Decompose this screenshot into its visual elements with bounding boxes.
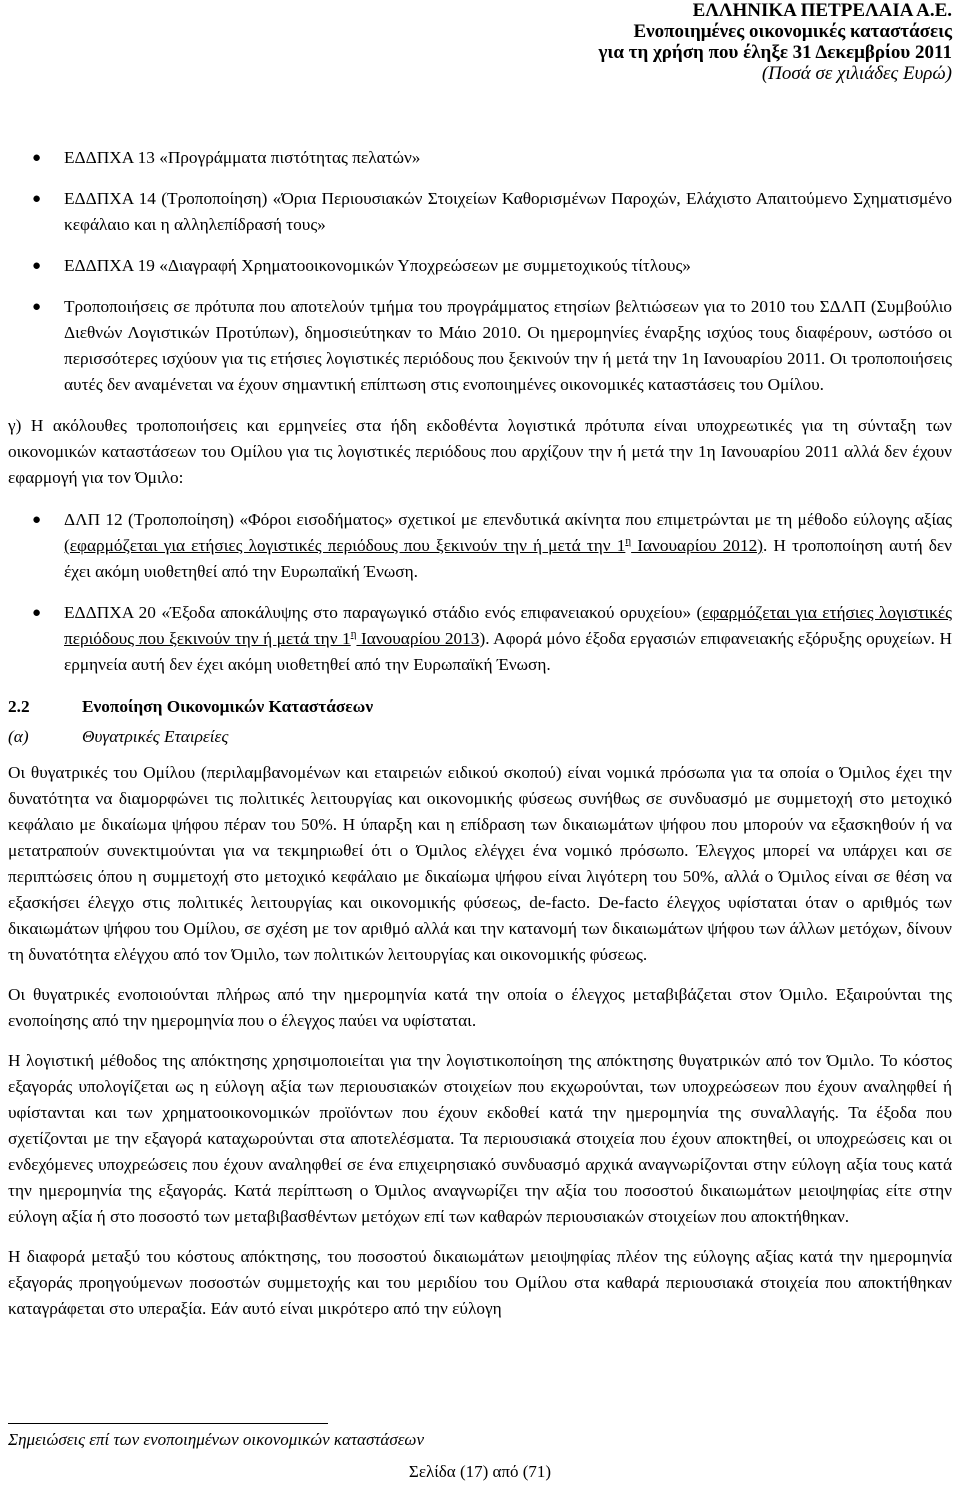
document-body xyxy=(8,145,952,1322)
list-item: ● ΕΔΔΠΧΑ 14 (Τροποποίηση) «Όρια Περιουσιακών Στοιχείων Καθορισμένων Παροχών, Ελάχιστο Απαιτούμενο Σχηματισμένο κεφάλαιο και η αλληλεπίδρασή τους» xyxy=(8,186,952,238)
page-number: Σελίδα (17) από (71) xyxy=(408,1462,552,1481)
subsection-title: Θυγατρικές Εταιρείες xyxy=(82,727,229,746)
footer-note: Σημειώσεις επί των ενοποιημένων οικονομικών καταστάσεων xyxy=(8,1430,424,1449)
paragraph: Οι θυγατρικές ενοποιούνται πλήρως από την ημερομηνία κατά την οποία ο έλεγχος μεταβιβάζεται στον Όμιλο. Εξαιρούνται της ενοποίησης από την ημερομηνία που ο έλεγχος παύει να υφίσταται. xyxy=(8,985,952,1030)
footer-divider xyxy=(8,1423,328,1424)
bullet-icon: ● xyxy=(32,150,42,166)
list-item: ● ΔΛΠ 12 (Τροποποίηση) «Φόροι εισοδήματος» σχετικοί με επενδυτικά ακίνητα που επιμετρώνται με τη μέθοδο εύλογης αξίας (εφαρμόζεται για ετήσιες λογιστικές περιόδους που ξεκινούν την ή μετά την $1^\eta$ Ιανουαρίου 2012). Η τροποποίηση αυτή δεν έχει ακόμη υιοθετηθεί από την Ευρωπαϊκή Ένωση. xyxy=(8,507,952,585)
currency-units: (Ποσά σε χιλιάδες Ευρώ) xyxy=(761,63,952,84)
bullet-icon: ● xyxy=(32,299,42,315)
not-applicable-list xyxy=(8,507,952,678)
document-title: Ενοποιημένες οικονομικές καταστάσεις xyxy=(633,21,952,42)
bullet-icon: ● xyxy=(32,512,42,528)
list-item: ● Τροποποιήσεις σε πρότυπα που αποτελούν τμήμα του προγράμματος ετησίων βελτιώσεων για το 2010 του ΣΔΛΠ (Συμβούλιο Διεθνών Λογιστικών Προτύπων), δημοσιεύτηκαν το Μάιο 2010. Οι ημερομηνίες έναρξης ισχύος τους διαφέρουν, ωστόσο οι περισσότερες ισχύουν για τις ετήσιες λογιστικές περιόδους που ξεκινούν την ή μετά την 1η Ιανουαρίου 2011. Οι τροποποιήσεις αυτές δεν αναμένεται να έχουν σημαντική επίπτωση στις ενοποιημένες οικονομικές καταστάσεις του Ομίλου. xyxy=(8,294,952,398)
paragraph-g: γ) Η ακόλουθες τροποποιήσεις και ερμηνείες στα ήδη εκδοθέντα λογιστικά πρότυπα είναι υποχρεωτικές για τη σύνταξη των οικονομικών καταστάσεων του Ομίλου για τις λογιστικές περιόδους που αρχίζουν την ή μετά την 1η Ιανουαρίου 2011 αλλά δεν έχουν εφαρμογή για τον Όμιλο: xyxy=(8,416,952,487)
bullet-icon: ● xyxy=(32,605,42,621)
list-item: ● ΕΔΔΠΧΑ 20 «Έξοδα αποκάλυψης στο παραγωγικό στάδιο ενός επιφανειακού ορυχείου» (εφαρμόζεται για ετήσιες λογιστικές περιόδους που ξεκινούν την ή μετά την $1^\eta$ Ιανουαρίου 2013). Αφορά μόνο έξοδα εργασιών επιφανειακής εξόρυξης ορυχείων. Η ερμηνεία αυτή δεν έχει ακόμη υιοθετηθεί από την Ευρωπαϊκή Ένωση. xyxy=(8,600,952,678)
page-header xyxy=(599,0,952,84)
subsection-heading xyxy=(8,724,952,750)
list-item: ● ΕΔΔΠΧΑ 19 «Διαγραφή Χρηματοοικονομικών Υποχρεώσεων με συμμετοχικούς τίτλους» xyxy=(8,253,952,279)
company-name: ΕΛΛΗΝΙΚΑ ΠΕΤΡΕΛΑΙΑ Α.Ε. xyxy=(692,0,952,21)
section-title: Ενοποίηση Οικονομικών Καταστάσεων xyxy=(82,697,374,716)
standards-list xyxy=(8,145,952,398)
bullet-icon: ● xyxy=(32,191,42,207)
paragraph: Η λογιστική μέθοδος της απόκτησης χρησιμοποιείται για την λογιστικοποίηση της απόκτησης θυγατρικών από τον Όμιλο. Το κόστος εξαγοράς υπολογίζεται ως η εύλογη αξία των περιουσιακών στοιχείων που εκχωρούνται, των υποχρεώσεων που έχουν αναληφθεί ή υφίστανται και των χρηματοοικονομικών προϊόντων που έχουν εκδοθεί κατά την ημερομηνία της συναλλαγής. Τα έξοδα που σχετίζονται με την εξαγορά καταχωρούνται στα αποτελέσματα. Τα περιουσιακά στοιχεία που έχουν αποκτηθεί, οι υποχρεώσεις και οι ενδεχόμενες υποχρεώσεις που έχουν αναληφθεί σε ένα επιχειρησιακό συνδυασμό αρχικά αναγνωρίζονται στην εύλογη αξία τους κατά την ημερομηνία της εξαγοράς. Κατά περίπτωση ο Όμιλος αναγνωρίζει την αξία του ποσοστού δικαιωμάτων μειοψηφίας είτε στην εύλογη αξία ή στο ποσοστό των μεταβιβασθέντων μετόχων επί των καθαρών περιουσιακών στοιχείων που αποκτήθηκαν. xyxy=(8,1051,952,1226)
section-heading xyxy=(8,694,952,720)
subsection-number: (α) xyxy=(8,727,29,746)
bullet-icon: ● xyxy=(32,258,42,274)
paragraph: Οι θυγατρικές του Ομίλου (περιλαμβανομένων και εταιρειών ειδικού σκοπού) είναι νομικά πρόσωπα για τα οποία ο Όμιλος έχει την δυνατότητα να διαμορφώνει τις πολιτικές λειτουργίας και οικονομικής φύσεως συνήθως σε συνδυασμό με συμμετοχή στο μετοχικό κεφάλαιο με δικαίωμα ψήφου πέραν του 50%. Η ύπαρξη και η επίδραση των δικαιωμάτων ψήφου που μπορούν να εξασκηθούν ή να μετατραπούν συνεκτιμούνται για να τεκμηριωθεί ότι ο Όμιλος ελέγχει ένα νομικό πρόσωπο. Έλεγχος μπορεί να υπάρχει και σε περιπτώσεις όπου η συμμετοχή στο μετοχικό κεφάλαιο με δικαίωμα ψήφου είναι λιγότερη του 50%, αλλά ο Όμιλος είναι σε θέση να εξασκήσει έλεγχο στις πολιτικές λειτουργίας και οικονομικής φύσεως, de-facto. De-facto έλεγχος υφίσταται όταν ο αριθμός των δικαιωμάτων ψήφου του Ομίλου, σε σχέση με τον αριθμό αλλά και την κατανομή των δικαιωμάτων ψήφου των άλλων μετόχων, δίνουν τη δυνατότητα ελέγχου από τον Όμιλο, των πολιτικών λειτουργίας και οικονομικής φύσεως. xyxy=(8,763,952,964)
section-number: 2.2 xyxy=(8,697,30,716)
list-item: ● ΕΔΔΠΧΑ 13 «Προγράμματα πιστότητας πελατών» xyxy=(8,145,952,171)
paragraph: Η διαφορά μεταξύ του κόστους απόκτησης, του ποσοστού δικαιωμάτων μειοψηφίας πλέον της εύλογης αξίας κατά την ημερομηνία εξαγοράς προηγούμενων ποσοστών συμμετοχής και του μεριδίου του Ομίλου στα καθαρά περιουσιακά στοιχεία που αποκτήθηκαν καταγράφεται στο υπεραξία. Εάν αυτό είναι μικρότερο από την εύλογη xyxy=(8,1247,952,1318)
reporting-period: για τη χρήση που έληξε 31 Δεκεμβρίου 2011 xyxy=(598,42,952,63)
